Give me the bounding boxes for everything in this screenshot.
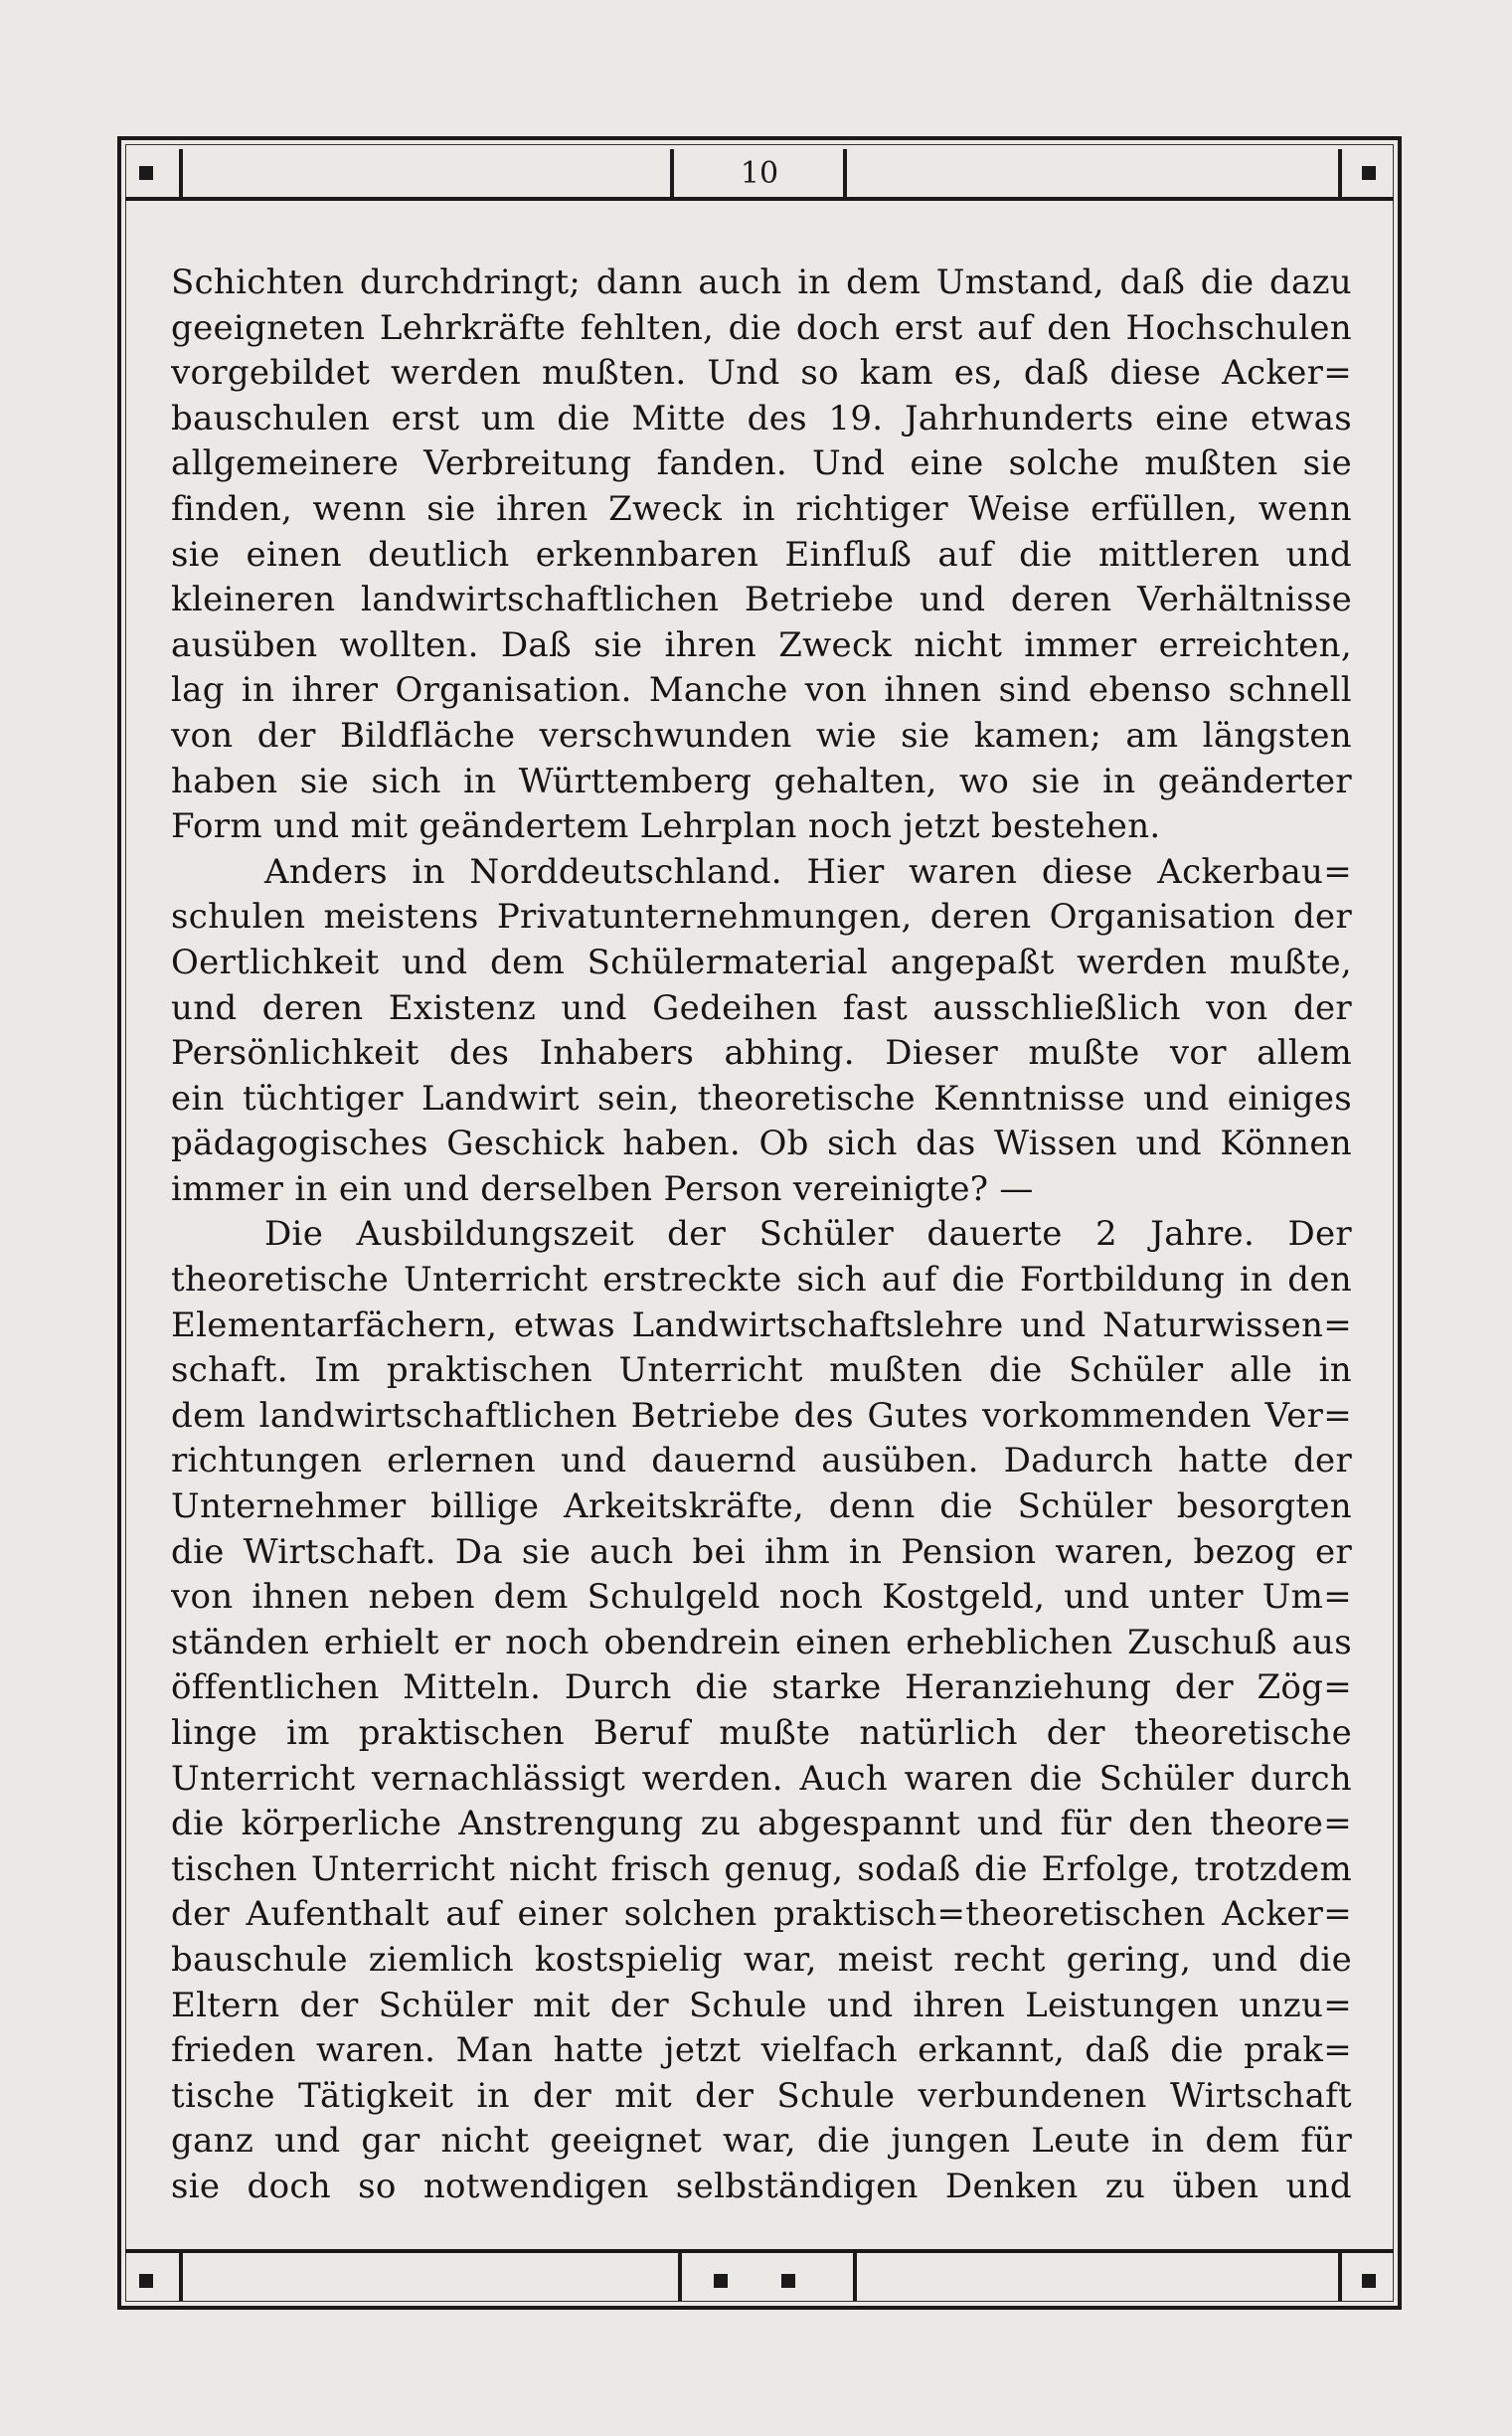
- text-line: Unternehmer billige Arkeitskräfte, denn die Schüler besorgten: [171, 1486, 1352, 1527]
- text-line: Oertlichkeit und dem Schülermaterial angepaßt werden mußte,: [171, 942, 1352, 982]
- text-line: dem landwirtschaftlichen Betriebe des Gutes vorkommenden Ver=: [171, 1395, 1352, 1436]
- text-line: lag in ihrer Organisation. Manche von ihnen sind ebenso schnell: [171, 670, 1352, 711]
- text-line: tische Tätigkeit in der mit der Schule verbundenen Wirtschaft: [171, 2075, 1352, 2116]
- text-line: bauschulen erst um die Mitte des 19. Jahrhunderts eine etwas: [171, 398, 1352, 438]
- text-line: immer in ein und derselben Person vereinigte? —: [171, 1168, 1034, 1209]
- text-line: der Aufenthalt auf einer solchen praktisch=theoretischen Acker=: [171, 1894, 1352, 1935]
- text-line: Persönlichkeit des Inhabers abhing. Dieser mußte vor allem: [171, 1033, 1352, 1074]
- text-line: schulen meistens Privatunternehmungen, deren Organisation der: [171, 897, 1352, 938]
- ornament-bar: [853, 2253, 857, 2301]
- text-line: Die Ausbildungszeit der Schüler dauerte 2 Jahre. Der: [264, 1214, 1352, 1255]
- footer-ornament: [125, 2249, 1394, 2305]
- text-line: ein tüchtiger Landwirt sein, theoretische Kenntnisse und einiges: [171, 1078, 1352, 1119]
- text-line: geeigneten Lehrkräfte fehlten, die doch erst auf den Hochschulen: [171, 307, 1352, 348]
- text-line: ausüben wollten. Daß sie ihren Zweck nicht immer erreichten,: [171, 624, 1352, 665]
- text-line: die körperliche Anstrengung zu abgespannt und für den theore=: [171, 1804, 1352, 1844]
- text-line: Schichten durchdringt; dann auch in dem Umstand, daß die dazu: [171, 262, 1352, 302]
- text-line: Anders in Norddeutschland. Hier waren diese Ackerbau=: [264, 851, 1352, 892]
- text-line: von der Bildfläche verschwunden wie sie kamen; am längsten: [171, 715, 1352, 756]
- ornament-bar: [179, 2253, 183, 2301]
- ornament-square-icon: [714, 2274, 728, 2288]
- text-line: pädagogisches Geschick haben. Ob sich das Wissen und Können: [171, 1124, 1352, 1164]
- text-line: ganz und gar nicht geeignet war, die jungen Leute in dem für: [171, 2121, 1352, 2162]
- text-line: Form und mit geändertem Lehrplan noch jetzt bestehen.: [171, 806, 1161, 847]
- text-line: theoretische Unterricht erstreckte sich auf die Fortbildung in den: [171, 1260, 1352, 1301]
- ornament-square-icon: [139, 2274, 153, 2288]
- text-line: sie einen deutlich erkennbaren Einfluß auf die mittleren und: [171, 534, 1352, 575]
- text-line: Elementarfächern, etwas Landwirtschaftslehre und Naturwissen=: [171, 1305, 1352, 1345]
- text-line: bauschule ziemlich kostspielig war, meist recht gering, und die: [171, 1939, 1352, 1980]
- text-line: öffentlichen Mitteln. Durch die starke Heranziehung der Zög=: [171, 1667, 1352, 1708]
- text-line: und deren Existenz und Gedeihen fast ausschließlich von der: [171, 987, 1352, 1028]
- page-number: 10: [740, 156, 779, 191]
- ornament-square-icon: [781, 2274, 795, 2288]
- text-line: linge im praktischen Beruf mußte natürlich der theoretische: [171, 1713, 1352, 1753]
- text-line: haben sie sich in Württemberg gehalten, wo sie in geänderter: [171, 761, 1352, 801]
- text-line: tischen Unterricht nicht frisch genug, sodaß die Erfolge, trotzdem: [171, 1848, 1352, 1889]
- text-line: vorgebildet werden mußten. Und so kam es, daß diese Acker=: [171, 353, 1352, 394]
- text-line: Eltern der Schüler mit der Schule und ihren Leistungen unzu=: [171, 1985, 1352, 2025]
- ornament-bar: [1338, 2253, 1342, 2301]
- text-line: finden, wenn sie ihren Zweck in richtiger Weise erfüllen, wenn: [171, 488, 1352, 529]
- text-line: die Wirtschaft. Da sie auch bei ihm in Pension waren, bezog er: [171, 1531, 1352, 1572]
- text-line: allgemeinere Verbreitung fanden. Und eine solche mußten sie: [171, 443, 1352, 484]
- text-line: von ihnen neben dem Schulgeld noch Kostgeld, und unter Um=: [171, 1577, 1352, 1618]
- text-line: sie doch so notwendigen selbständigen Denken zu üben und: [171, 2166, 1352, 2206]
- text-line: schaft. Im praktischen Unterricht mußten die Schüler alle in: [171, 1350, 1352, 1391]
- text-line: ständen erhielt er noch obendrein einen erheblichen Zuschuß aus: [171, 1622, 1352, 1662]
- header-ornament: [125, 145, 1394, 201]
- text-line: richtungen erlernen und dauernd ausüben. Dadurch hatte der: [171, 1441, 1352, 1481]
- ornament-bar: [678, 2253, 682, 2301]
- text-line: kleineren landwirtschaftlichen Betriebe und deren Verhältnisse: [171, 580, 1352, 620]
- text-line: frieden waren. Man hatte jetzt vielfach erkannt, daß die prak=: [171, 2030, 1352, 2071]
- body-text: [171, 261, 1352, 2210]
- ornament-square-icon: [1362, 2274, 1376, 2288]
- text-line: Unterricht vernachlässigt werden. Auch waren die Schüler durch: [171, 1758, 1352, 1799]
- footer-rule: [125, 2249, 1394, 2253]
